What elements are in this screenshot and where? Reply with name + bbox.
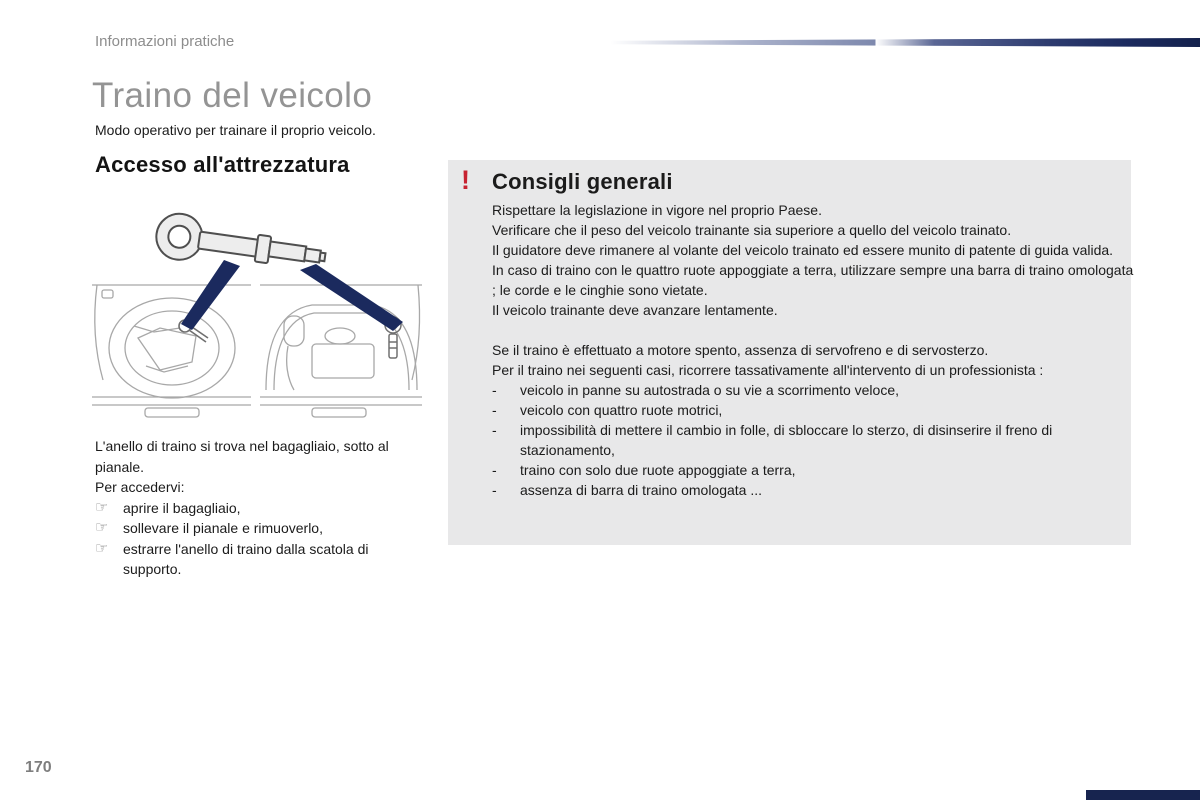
advice-line: Se il traino è effettuato a motore spento, assenza di servofreno e di servosterzo. <box>492 342 989 358</box>
advice-line: Il guidatore deve rimanere al volante del veicolo trainato ed essere munito di patente di guida valida. <box>492 242 1114 258</box>
bullet-item <box>95 518 429 539</box>
advice-box-title: Consigli generali <box>492 169 673 194</box>
section-heading: Accesso all'attrezzatura <box>95 152 350 177</box>
bullet-text: estrarre l'anello di traino dalla scatola di supporto. <box>123 540 369 577</box>
intro-line: L'anello di traino si trova nel bagagliaio, sotto al pianale. <box>95 438 389 475</box>
bullet-item <box>95 498 429 519</box>
advice-list <box>492 380 1134 500</box>
list-dash: - <box>492 482 497 498</box>
pointing-hand-icon: ☞ <box>95 539 109 557</box>
bullet-text: sollevare il pianale e rimuoverlo, <box>123 520 323 536</box>
breadcrumb: Informazioni pratiche <box>95 33 235 50</box>
advice-line: Per il traino nei seguenti casi, ricorrere tassativamente all'intervento di un professionista : <box>492 362 1044 378</box>
pointing-hand-icon: ☞ <box>95 498 109 516</box>
alert-icon: ! <box>461 165 470 195</box>
advice-item-text: assenza di barra di traino omologata ... <box>520 482 763 498</box>
intro-lines <box>95 436 429 498</box>
advice-paragraph-1 <box>492 200 1134 320</box>
list-dash: - <box>492 422 497 438</box>
advice-list-item <box>492 400 1134 420</box>
pointing-hand-icon: ☞ <box>95 519 109 536</box>
bullet-list <box>95 498 429 580</box>
advice-item-text: traino con solo due ruote appoggiate a terra, <box>520 462 796 478</box>
list-dash: - <box>492 382 497 398</box>
list-dash: - <box>492 402 497 418</box>
advice-box <box>448 160 1134 545</box>
towing-equipment-illustration <box>88 198 424 426</box>
advice-line: In caso di traino con le quattro ruote appoggiate a terra, utilizzare sempre una barra di traino omologata ; le corde e le cinghie sono vietate. <box>492 262 1134 298</box>
page-title: Traino del veicolo <box>92 76 373 115</box>
advice-item-text: impossibilità di mettere il cambio in folle, di sbloccare lo sterzo, di disinserire il freno di stazionamento, <box>520 422 1053 458</box>
left-pointer-arrow <box>181 260 240 330</box>
advice-line: Verificare che il peso del veicolo trainante sia superiore a quello del veicolo trainato. <box>492 222 1012 238</box>
intro-line: Per accedervi: <box>95 479 185 495</box>
page-subtitle: Modo operativo per trainare il proprio veicolo. <box>95 122 376 138</box>
advice-box-body <box>492 200 1134 500</box>
bullet-text: aprire il bagagliaio, <box>123 499 241 516</box>
advice-item-text: veicolo in panne su autostrada o su vie a scorrimento veloce, <box>520 382 899 398</box>
advice-list-item <box>492 380 1134 400</box>
left-trunk-drawing <box>92 285 251 417</box>
access-instructions <box>95 436 429 580</box>
advice-list-item <box>492 480 1134 500</box>
advice-item-text: veicolo con quattro ruote motrici, <box>520 402 723 418</box>
advice-list-item <box>492 460 1134 480</box>
list-dash: - <box>492 462 497 478</box>
advice-line: Il veicolo trainante deve avanzare lentamente. <box>492 302 778 318</box>
advice-list-item <box>492 420 1134 460</box>
bottom-accent-bar <box>1086 790 1200 800</box>
top-accent-bar <box>610 38 1200 47</box>
advice-line: Rispettare la legislazione in vigore nel proprio Paese. <box>492 202 822 218</box>
advice-paragraph-2 <box>492 340 1134 380</box>
bullet-item <box>95 539 429 580</box>
page-number: 170 <box>25 759 52 776</box>
advice-box-header <box>461 166 673 195</box>
right-pointer-arrow <box>300 264 403 331</box>
